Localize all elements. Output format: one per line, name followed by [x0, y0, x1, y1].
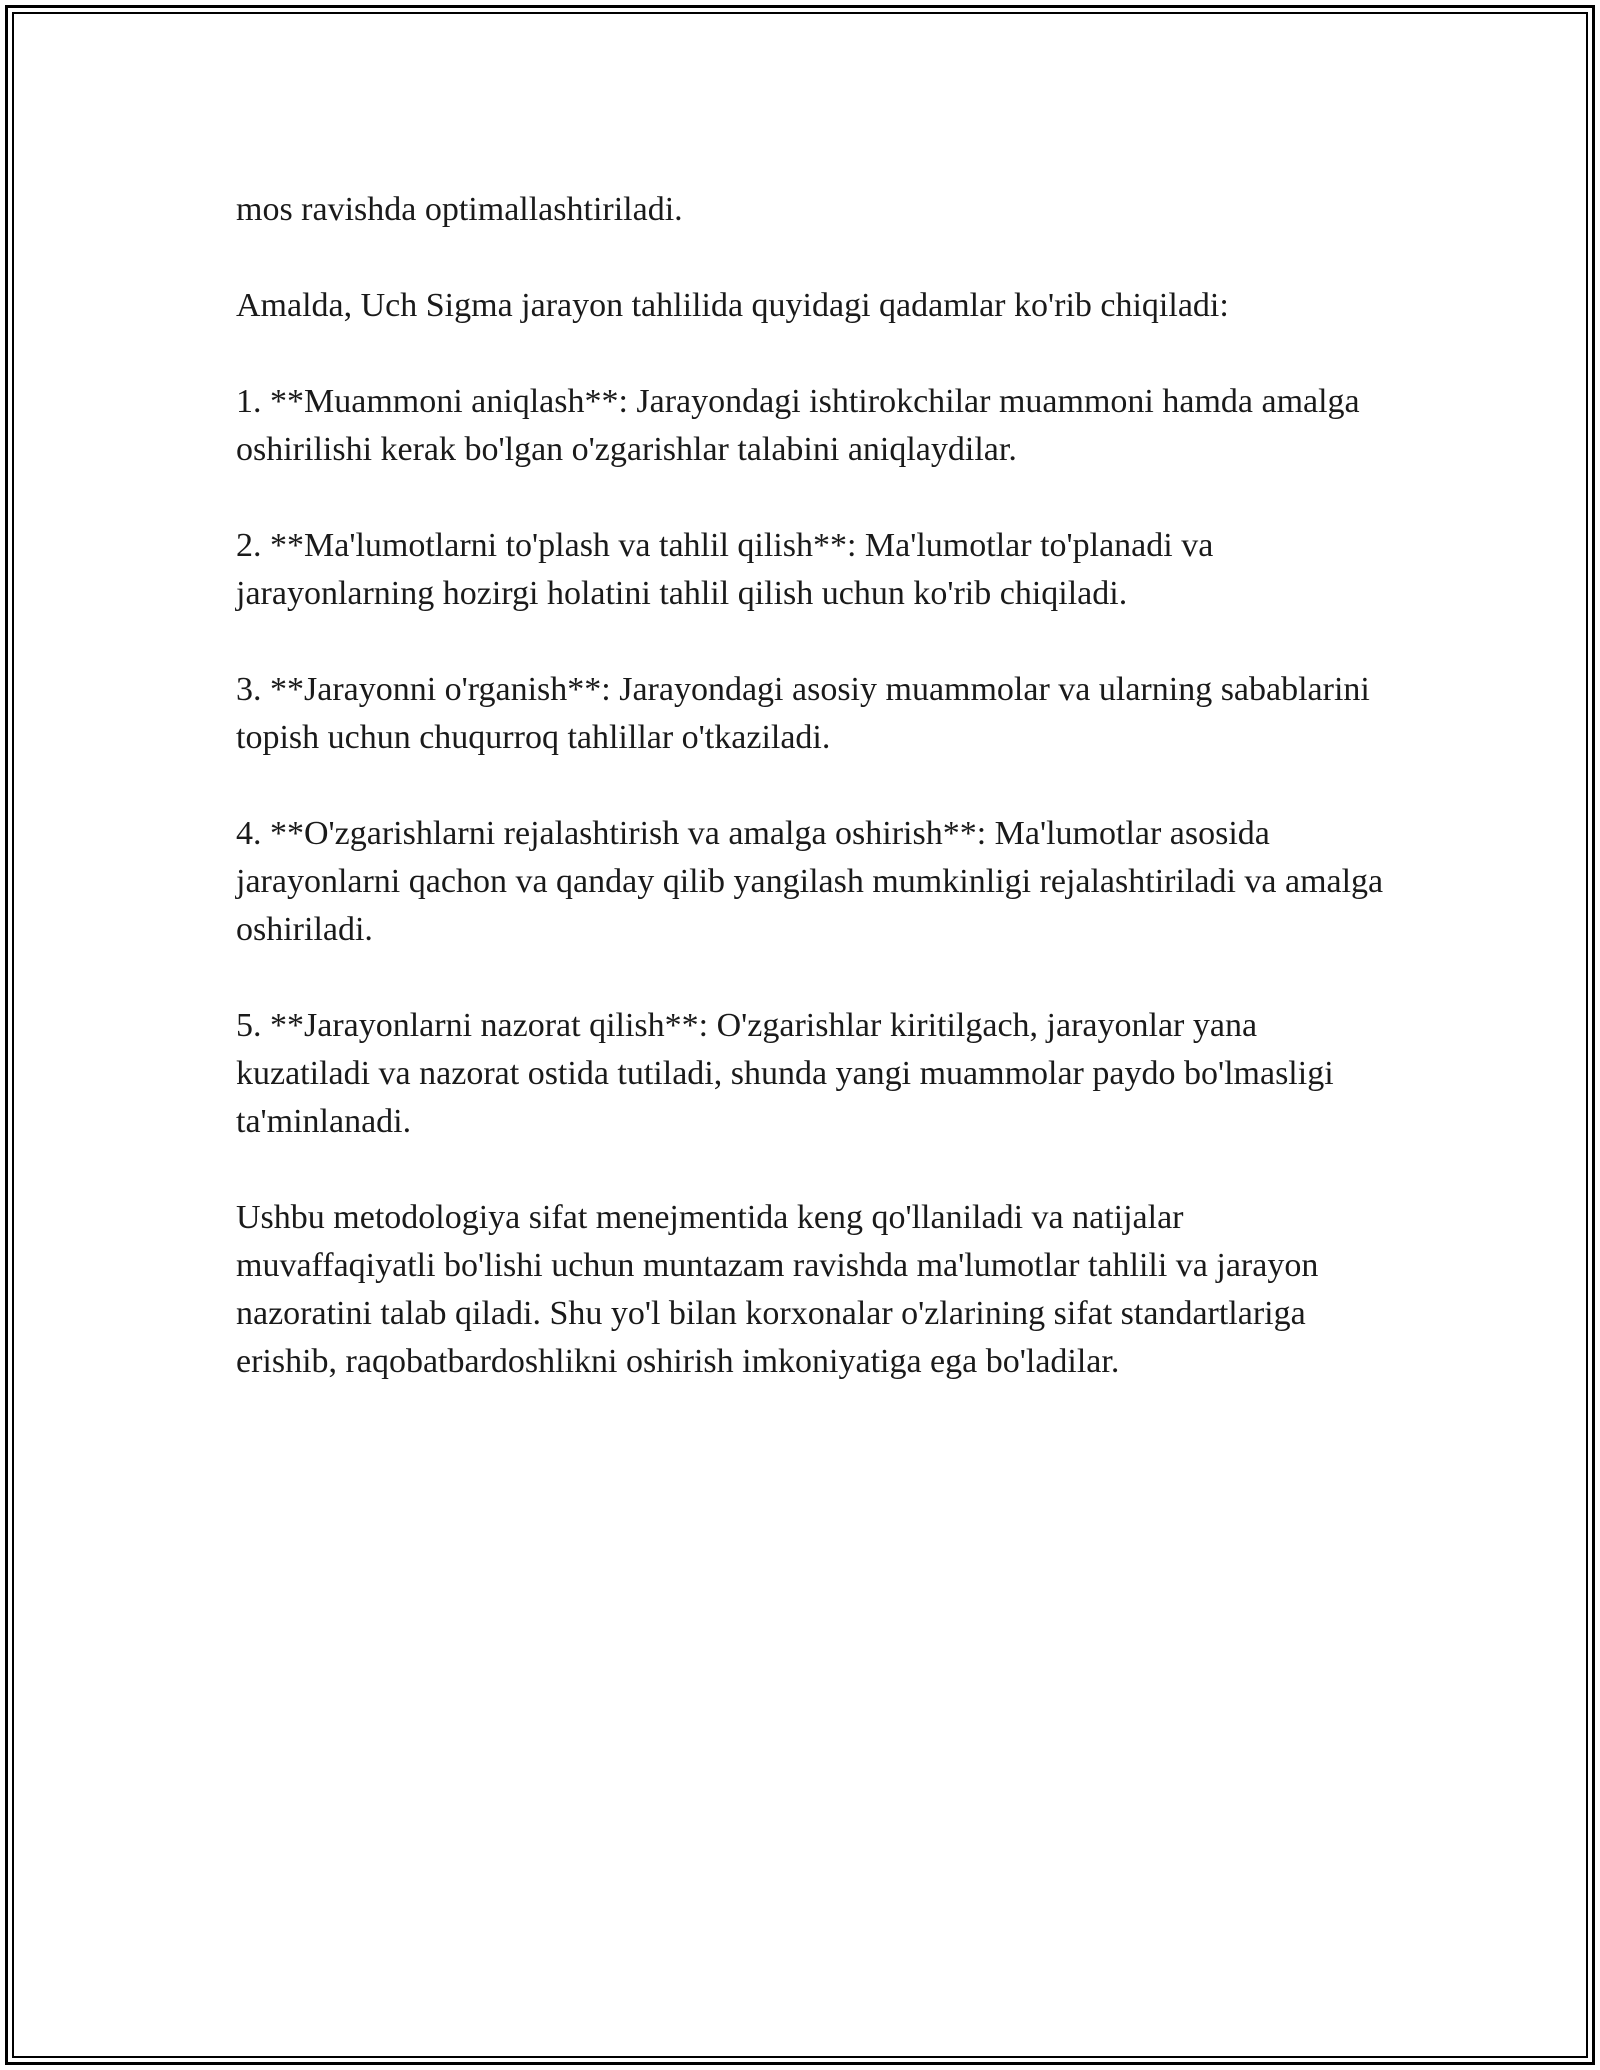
list-item-step-1: 1. **Muammoni aniqlash**: Jarayondagi ishtirokchilar muammoni hamda amalga oshirilishi kerak bo'lgan o'zgarishlar talabini aniqlaydilar. [236, 383, 1360, 468]
document-body [236, 186, 1386, 1434]
paragraph-intro: Amalda, Uch Sigma jarayon tahlilida quyidagi qadamlar ko'rib chiqiladi: [236, 287, 1229, 324]
list-item-step-5: 5. **Jarayonlarni nazorat qilish**: O'zgarishlar kiritilgach, jarayonlar yana kuzatiladi va nazorat ostida tutiladi, shunda yangi muammolar paydo bo'lmasligi ta'minlanadi. [236, 1007, 1334, 1140]
paragraph-conclusion: Ushbu metodologiya sifat menejmentida keng qo'llaniladi va natijalar muvaffaqiyatli bo'lishi uchun muntazam ravishda ma'lumotlar tahlili va jarayon nazoratini talab qiladi. Shu yo'l bilan korxonalar o'zlarining sifat standartlariga erishib, raqobatbardoshlikni oshirish imkoniyatiga ega bo'ladilar. [236, 1199, 1319, 1380]
list-item-step-4: 4. **O'zgarishlarni rejalashtirish va amalga oshirish**: Ma'lumotlar asosida jarayonlarni qachon va qanday qilib yangilash mumkinligi rejalashtiriladi va amalga oshiriladi. [236, 815, 1384, 948]
list-item-step-3: 3. **Jarayonni o'rganish**: Jarayondagi asosiy muammolar va ularning sabablarini topish uchun chuqurroq tahlillar o'tkaziladi. [236, 671, 1370, 756]
list-item-step-2: 2. **Ma'lumotlarni to'plash va tahlil qilish**: Ma'lumotlar to'planadi va jarayonlarning hozirgi holatini tahlil qilish uchun ko'rib chiqiladi. [236, 527, 1214, 612]
paragraph-continuation: mos ravishda optimallashtiriladi. [236, 191, 683, 228]
